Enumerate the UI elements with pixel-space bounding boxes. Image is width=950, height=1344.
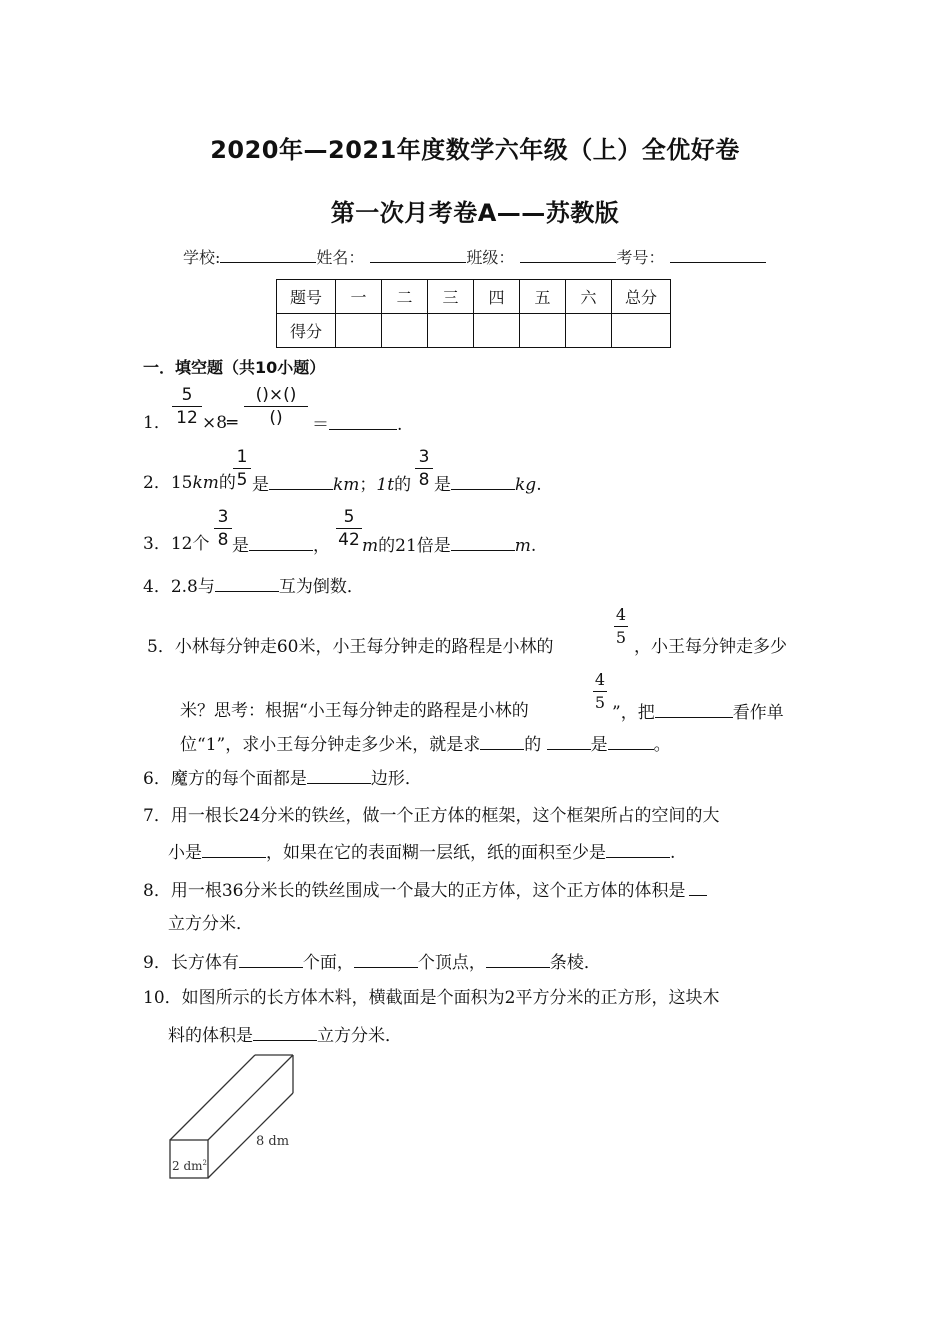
q9-blank-1[interactable] bbox=[239, 951, 303, 968]
student-info-line bbox=[183, 245, 766, 268]
score-table-score-row bbox=[277, 314, 671, 348]
question-1: 1． bbox=[143, 413, 171, 433]
question-2-part-b: 是 km；1t的 bbox=[252, 475, 412, 495]
q2-blank-2[interactable] bbox=[451, 473, 515, 490]
table-header-cell: 总分 bbox=[612, 280, 671, 314]
q1-times: ×8═ bbox=[202, 413, 238, 433]
question-5-line-3: 位“1”，求小王每分钟走多少米，就是求 的 是 。 bbox=[180, 735, 671, 755]
q3-fraction-1: 3 8 bbox=[214, 506, 232, 551]
length-label: 8 dm bbox=[256, 1134, 290, 1149]
page-title: 2020年—2021年度数学六年级（上）全优好卷 bbox=[210, 136, 740, 164]
question-5-line-2: 米？思考：根据“小王每分钟走的路程是小林的 bbox=[180, 701, 529, 721]
q5-blank-1[interactable] bbox=[655, 701, 733, 718]
question-3-part-c: m的21倍是 m. bbox=[362, 536, 537, 556]
q6-blank[interactable] bbox=[307, 767, 371, 784]
q5-blank-3[interactable] bbox=[547, 733, 591, 750]
score-table bbox=[276, 279, 671, 348]
score-cell[interactable] bbox=[520, 314, 566, 348]
name-label: 姓名： bbox=[316, 248, 365, 267]
cuboid-edge bbox=[208, 1055, 293, 1140]
question-3-part-a: 3．12个 bbox=[143, 534, 210, 554]
class-label: 班级： bbox=[466, 248, 515, 267]
cuboid-figure bbox=[160, 1050, 320, 1190]
q5-fraction-1: 4 5 bbox=[615, 605, 627, 647]
section-heading: 一．填空题（共10小题） bbox=[143, 358, 326, 377]
question-5-line-1: 5．小林每分钟走60米，小王每分钟走的路程是小林的 bbox=[147, 637, 554, 657]
q2-blank-1[interactable] bbox=[269, 473, 333, 490]
table-header-cell: 六 bbox=[566, 280, 612, 314]
question-5-line-1-end: ，小王每分钟走多少 bbox=[634, 637, 787, 657]
table-header-cell: 二 bbox=[382, 280, 428, 314]
area-label: 2 $dm^2$ bbox=[172, 1159, 207, 1173]
q1-answer-blank[interactable] bbox=[329, 413, 397, 430]
q7-blank-1[interactable] bbox=[202, 841, 266, 858]
q7-blank-2[interactable] bbox=[606, 841, 670, 858]
cuboid-edge bbox=[170, 1055, 255, 1140]
q3-fraction-2: 5 42 bbox=[336, 506, 362, 551]
school-label: 学校: bbox=[183, 248, 221, 267]
page-subtitle: 第一次月考卷A——苏教版 bbox=[330, 199, 620, 227]
class-field[interactable] bbox=[520, 246, 616, 263]
question-2-part-a: 2．15km的 bbox=[143, 473, 236, 493]
question-4: 4．2.8与 互为倒数． bbox=[143, 577, 364, 597]
q4-blank[interactable] bbox=[215, 575, 279, 592]
q9-blank-2[interactable] bbox=[354, 951, 418, 968]
score-row-label: 得分 bbox=[277, 314, 336, 348]
q3-blank-2[interactable] bbox=[451, 534, 515, 551]
question-8-line-2: 立方分米． bbox=[168, 914, 253, 934]
table-header-cell: 三 bbox=[428, 280, 474, 314]
score-cell[interactable] bbox=[474, 314, 520, 348]
question-5-line-2-end: ”，把 看作单 bbox=[612, 703, 784, 723]
question-7-line-1: 7．用一根长24分米的铁丝，做一个正方体的框架，这个框架所占的空间的大 bbox=[143, 806, 720, 826]
question-9: 9．长方体有 个面， 个顶点， 条棱． bbox=[143, 953, 601, 973]
q1-answer: ＝ . bbox=[312, 415, 403, 435]
score-cell[interactable] bbox=[566, 314, 612, 348]
q9-blank-3[interactable] bbox=[486, 951, 550, 968]
question-10-line-1: 10．如图所示的长方体木料，横截面是个面积为2平方分米的正方形，这块木 bbox=[143, 988, 720, 1008]
q1-fraction-2: ()×() () bbox=[244, 384, 308, 429]
number-field[interactable] bbox=[670, 246, 766, 263]
q3-blank-1[interactable] bbox=[249, 534, 313, 551]
question-3-part-b: 是 ， bbox=[232, 536, 330, 556]
table-header-cell: 五 bbox=[520, 280, 566, 314]
q5-blank-2[interactable] bbox=[480, 733, 524, 750]
table-header-cell: 一 bbox=[336, 280, 382, 314]
score-cell[interactable] bbox=[382, 314, 428, 348]
q5-fraction-2: 4 5 bbox=[594, 670, 606, 712]
score-table-header-row bbox=[277, 280, 671, 314]
question-10-line-2: 料的体积是 立方分米． bbox=[168, 1026, 402, 1046]
q10-blank[interactable] bbox=[253, 1024, 317, 1041]
question-7-line-2: 小是 ，如果在它的表面糊一层纸，纸的面积至少是 . bbox=[168, 843, 676, 863]
name-field[interactable] bbox=[370, 246, 466, 263]
score-cell[interactable] bbox=[336, 314, 382, 348]
score-cell[interactable] bbox=[612, 314, 671, 348]
q2-fraction-2: 3 8 bbox=[415, 446, 433, 491]
score-cell[interactable] bbox=[428, 314, 474, 348]
number-label: 考号： bbox=[616, 248, 665, 267]
question-8-line-1: 8．用一根36分米长的铁丝围成一个最大的正方体，这个正方体的体积是 bbox=[143, 879, 707, 901]
q5-blank-4[interactable] bbox=[608, 733, 654, 750]
q1-fraction: 5 12 bbox=[172, 384, 202, 429]
q2-fraction-1: 1 5 bbox=[233, 446, 251, 491]
question-6: 6．魔方的每个面都是 边形． bbox=[143, 769, 422, 789]
table-header-cell: 四 bbox=[474, 280, 520, 314]
table-header-cell: 题号 bbox=[277, 280, 336, 314]
q8-blank[interactable] bbox=[689, 879, 707, 896]
question-2-part-c: 是 kg. bbox=[434, 475, 542, 495]
school-field[interactable] bbox=[220, 246, 316, 263]
